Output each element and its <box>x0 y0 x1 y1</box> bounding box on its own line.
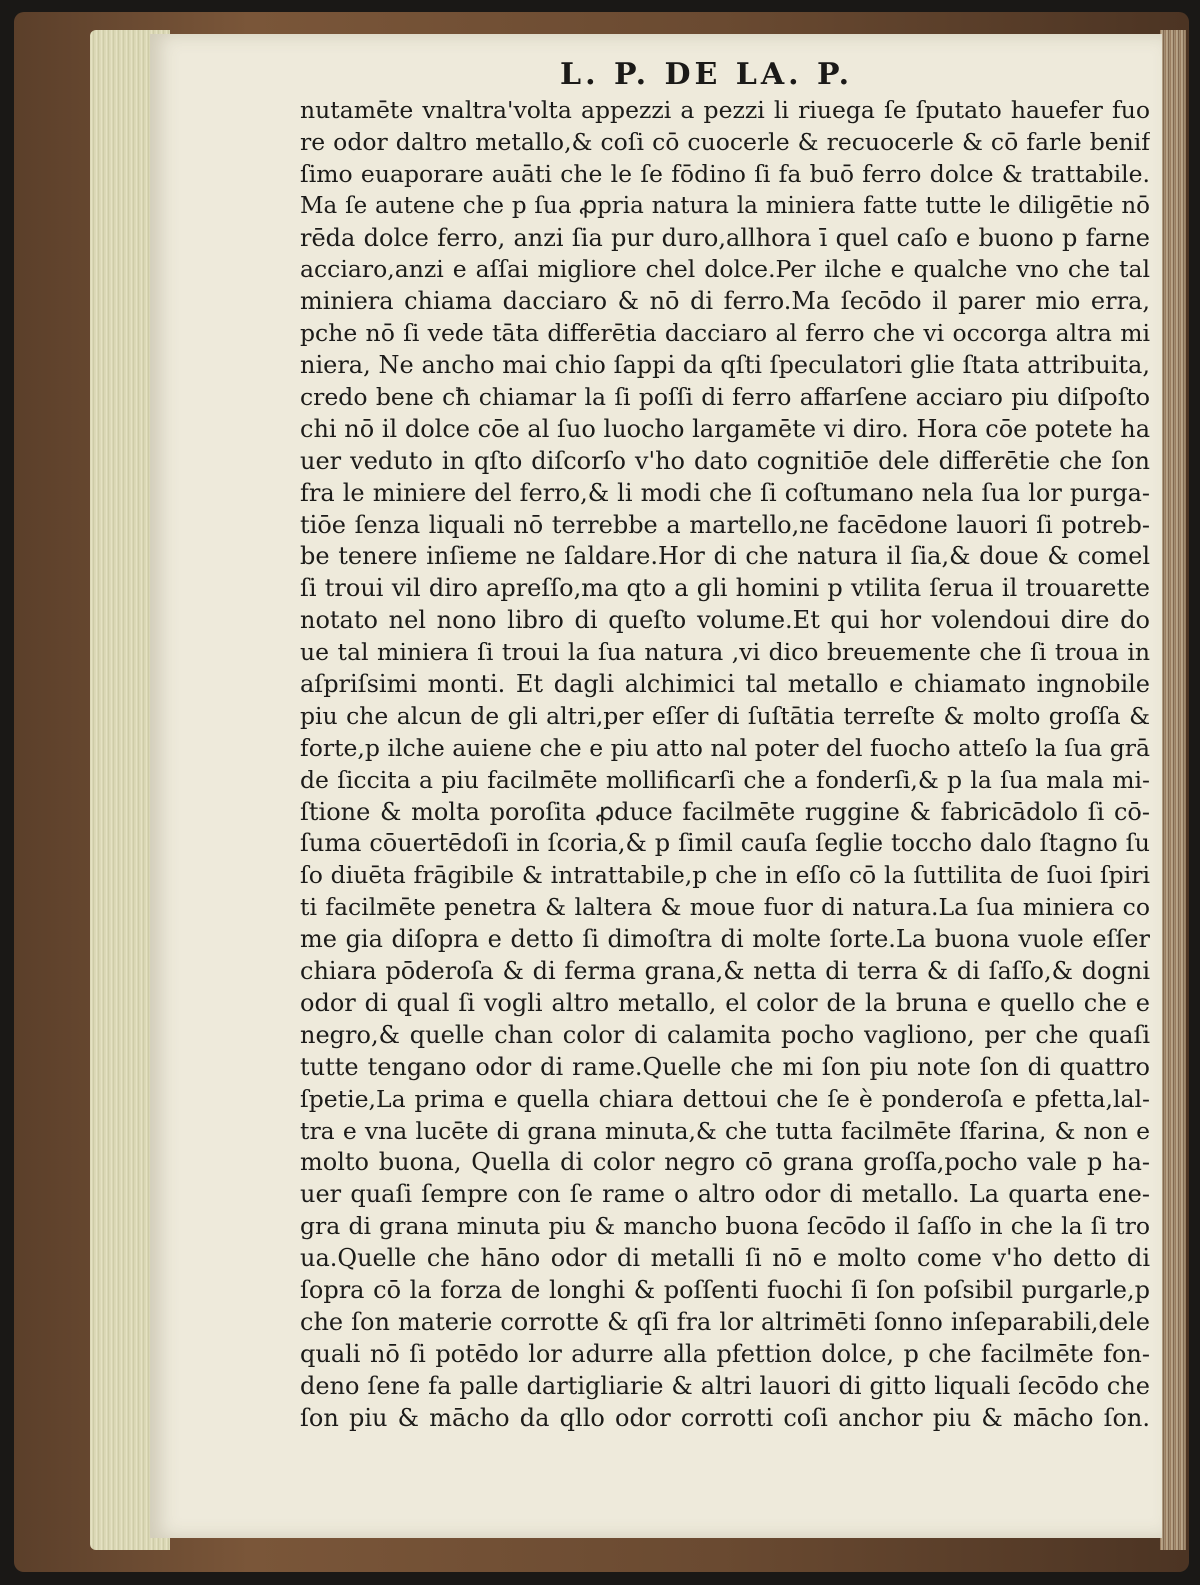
text-line: quali nō ſi potēdo lor adurre alla pfettion dolce, p che facilmēte fon- <box>300 1339 1150 1368</box>
text-line: be tenere inſieme ne ſaldare.Hor di che natura il ſia,& doue & comel <box>300 542 1150 571</box>
text-line: forte,p ilche auiene che e piu atto nal poter del fuocho atteſo la ſua grā <box>300 733 1150 762</box>
text-line: Ma ſe autene che p ſua ꝓpria natura la miniera fatte tutte le diligētie nō <box>300 192 1150 219</box>
text-line: credo bene cħ chiamar la ſi poſſi di ferro affarſene acciaro piu diſpoſto <box>300 383 1150 412</box>
text-line: miniera chiama dacciaro & nō di ferro.Ma ſecōdo il parer mio erra, <box>300 287 1150 316</box>
text-line: ſi troui vil diro apreſſo,ma qto a gli homini p vtilita ſerua il trouarette <box>300 574 1150 603</box>
text-line: me gia diſopra e detto ſi dimoſtra di molte ſorte.La buona vuole eſſer <box>300 925 1150 954</box>
running-header: L. P. DE LA. P. <box>560 57 854 92</box>
text-line: gra di grana minuta piu & mancho buona ſecōdo il ſaſſo in che la ſi tro <box>300 1212 1150 1241</box>
text-line: uer quaſi ſempre con ſe rame o altro odor di metallo. La quarta ene- <box>300 1180 1150 1209</box>
text-line: niera, Ne ancho mai chio ſappi da qſti ſpeculatori glie ſtata attribuita, <box>300 351 1150 380</box>
text-line: ue tal miniera ſi troui la ſua natura ,vi dico breuemente che ſi troua in <box>300 638 1150 667</box>
text-line: piu che alcun de gli altri,per eſſer di ſuſtātia terreſte & molto groſſa & <box>300 701 1150 730</box>
text-line: tutte tengano odor di rame.Quelle che mi ſon piu note ſon di quattro <box>300 1052 1150 1081</box>
text-line: uer veduto in qſto diſcorſo v'ho dato cognitiōe dele differētie che ſon <box>300 446 1150 475</box>
text-line: ſuma cōuertēdoſi in ſcoria,& p ſimil cauſa ſeglie toccho dalo ſtagno ſu <box>300 829 1150 858</box>
text-line: negro,& quelle chan color di calamita pocho vagliono, per che quaſi <box>300 1020 1150 1049</box>
book-spine-edge <box>1160 30 1186 1550</box>
text-line: re odor daltro metallo,& coſi cō cuocerle & recuocerle & cō farle benif <box>300 127 1150 156</box>
text-line: che ſon materie corrotte & qſi fra lor altrimēti ſonno inſeparabili,dele <box>300 1307 1150 1336</box>
text-line: ſo diuēta frāgibile & intrattabile,p che in eſſo cō la ſuttilita de ſuoi ſpiri <box>300 861 1150 890</box>
text-line: tra e vna lucēte di grana minuta,& che tutta facilmēte ſfarina, & non e <box>300 1116 1150 1145</box>
text-line: rēda dolce ferro, anzi ſia pur duro,allhora ī quel caſo e buono p farne <box>300 223 1150 252</box>
text-line: aſpriſsimi monti. Et dagli alchimici tal metallo e chiamato ingnobile <box>300 670 1150 699</box>
text-line: ſtione & molta poroſita ꝓduce facilmēte ruggine & fabricādolo ſi cō- <box>300 797 1150 826</box>
text-line: tiōe ſenza liquali nō terrebbe a martello,ne facēdone lauori ſi potreb- <box>300 510 1150 539</box>
text-line: pche nō ſi vede tāta differētia dacciaro al ferro che vi occorga altra mi <box>300 319 1150 348</box>
text-line: odor di qual ſi vogli altro metallo, el color de la bruna e quello che e <box>300 988 1150 1017</box>
text-line: deno ſene fa palle dartigliarie & altri lauori di gitto liquali ſecōdo che <box>300 1371 1150 1400</box>
text-line: ſpetie,La prima e quella chiara dettoui che ſe è ponderoſa e pfetta,lal- <box>300 1084 1150 1113</box>
text-line: ua.Quelle che hāno odor di metalli ſi nō e molto come v'ho detto di <box>300 1244 1150 1273</box>
text-line: de ſiccita a piu facilmēte mollificarſi che a fonderſi,& p la ſua mala mi- <box>300 765 1150 794</box>
text-line: molto buona, Quella di color negro cō grana groſſa,pocho vale p ha- <box>300 1148 1150 1177</box>
text-line: chi nō il dolce cōe al ſuo luocho largamēte vi diro. Hora cōe potete ha <box>300 414 1150 443</box>
body-text <box>300 95 1150 1434</box>
text-line: ſon piu & mācho da qllo odor corrotti coſi anchor piu & mācho ſon. <box>300 1403 1150 1432</box>
text-line: ti facilmēte penetra & laltera & moue fuor di natura.La ſua miniera co <box>300 893 1150 922</box>
text-line: fra le miniere del ferro,& li modi che ſi coſtumano nela ſua lor purga- <box>300 478 1150 507</box>
text-line: notato nel nono libro di queſto volume.Et qui hor volendoui dire do <box>300 606 1150 635</box>
text-line: chiara pōderoſa & di ferma grana,& netta di terra & di ſaſſo,& dogni <box>300 957 1150 986</box>
text-line: acciaro,anzi e aſſai migliore chel dolce.Per ilche e qualche vno che tal <box>300 255 1150 284</box>
text-line: ſimo euaporare auāti che le ſe fōdino ſi fa buō ferro dolce & trattabile. <box>300 159 1150 188</box>
text-line: nutamēte vnaltra'volta appezzi a pezzi li riuega ſe ſputato hauefer fuo <box>300 96 1150 124</box>
text-line: ſopra cō la forza de longhi & poſſenti fuochi ſi ſon poſsibil purgarle,p <box>300 1275 1150 1304</box>
